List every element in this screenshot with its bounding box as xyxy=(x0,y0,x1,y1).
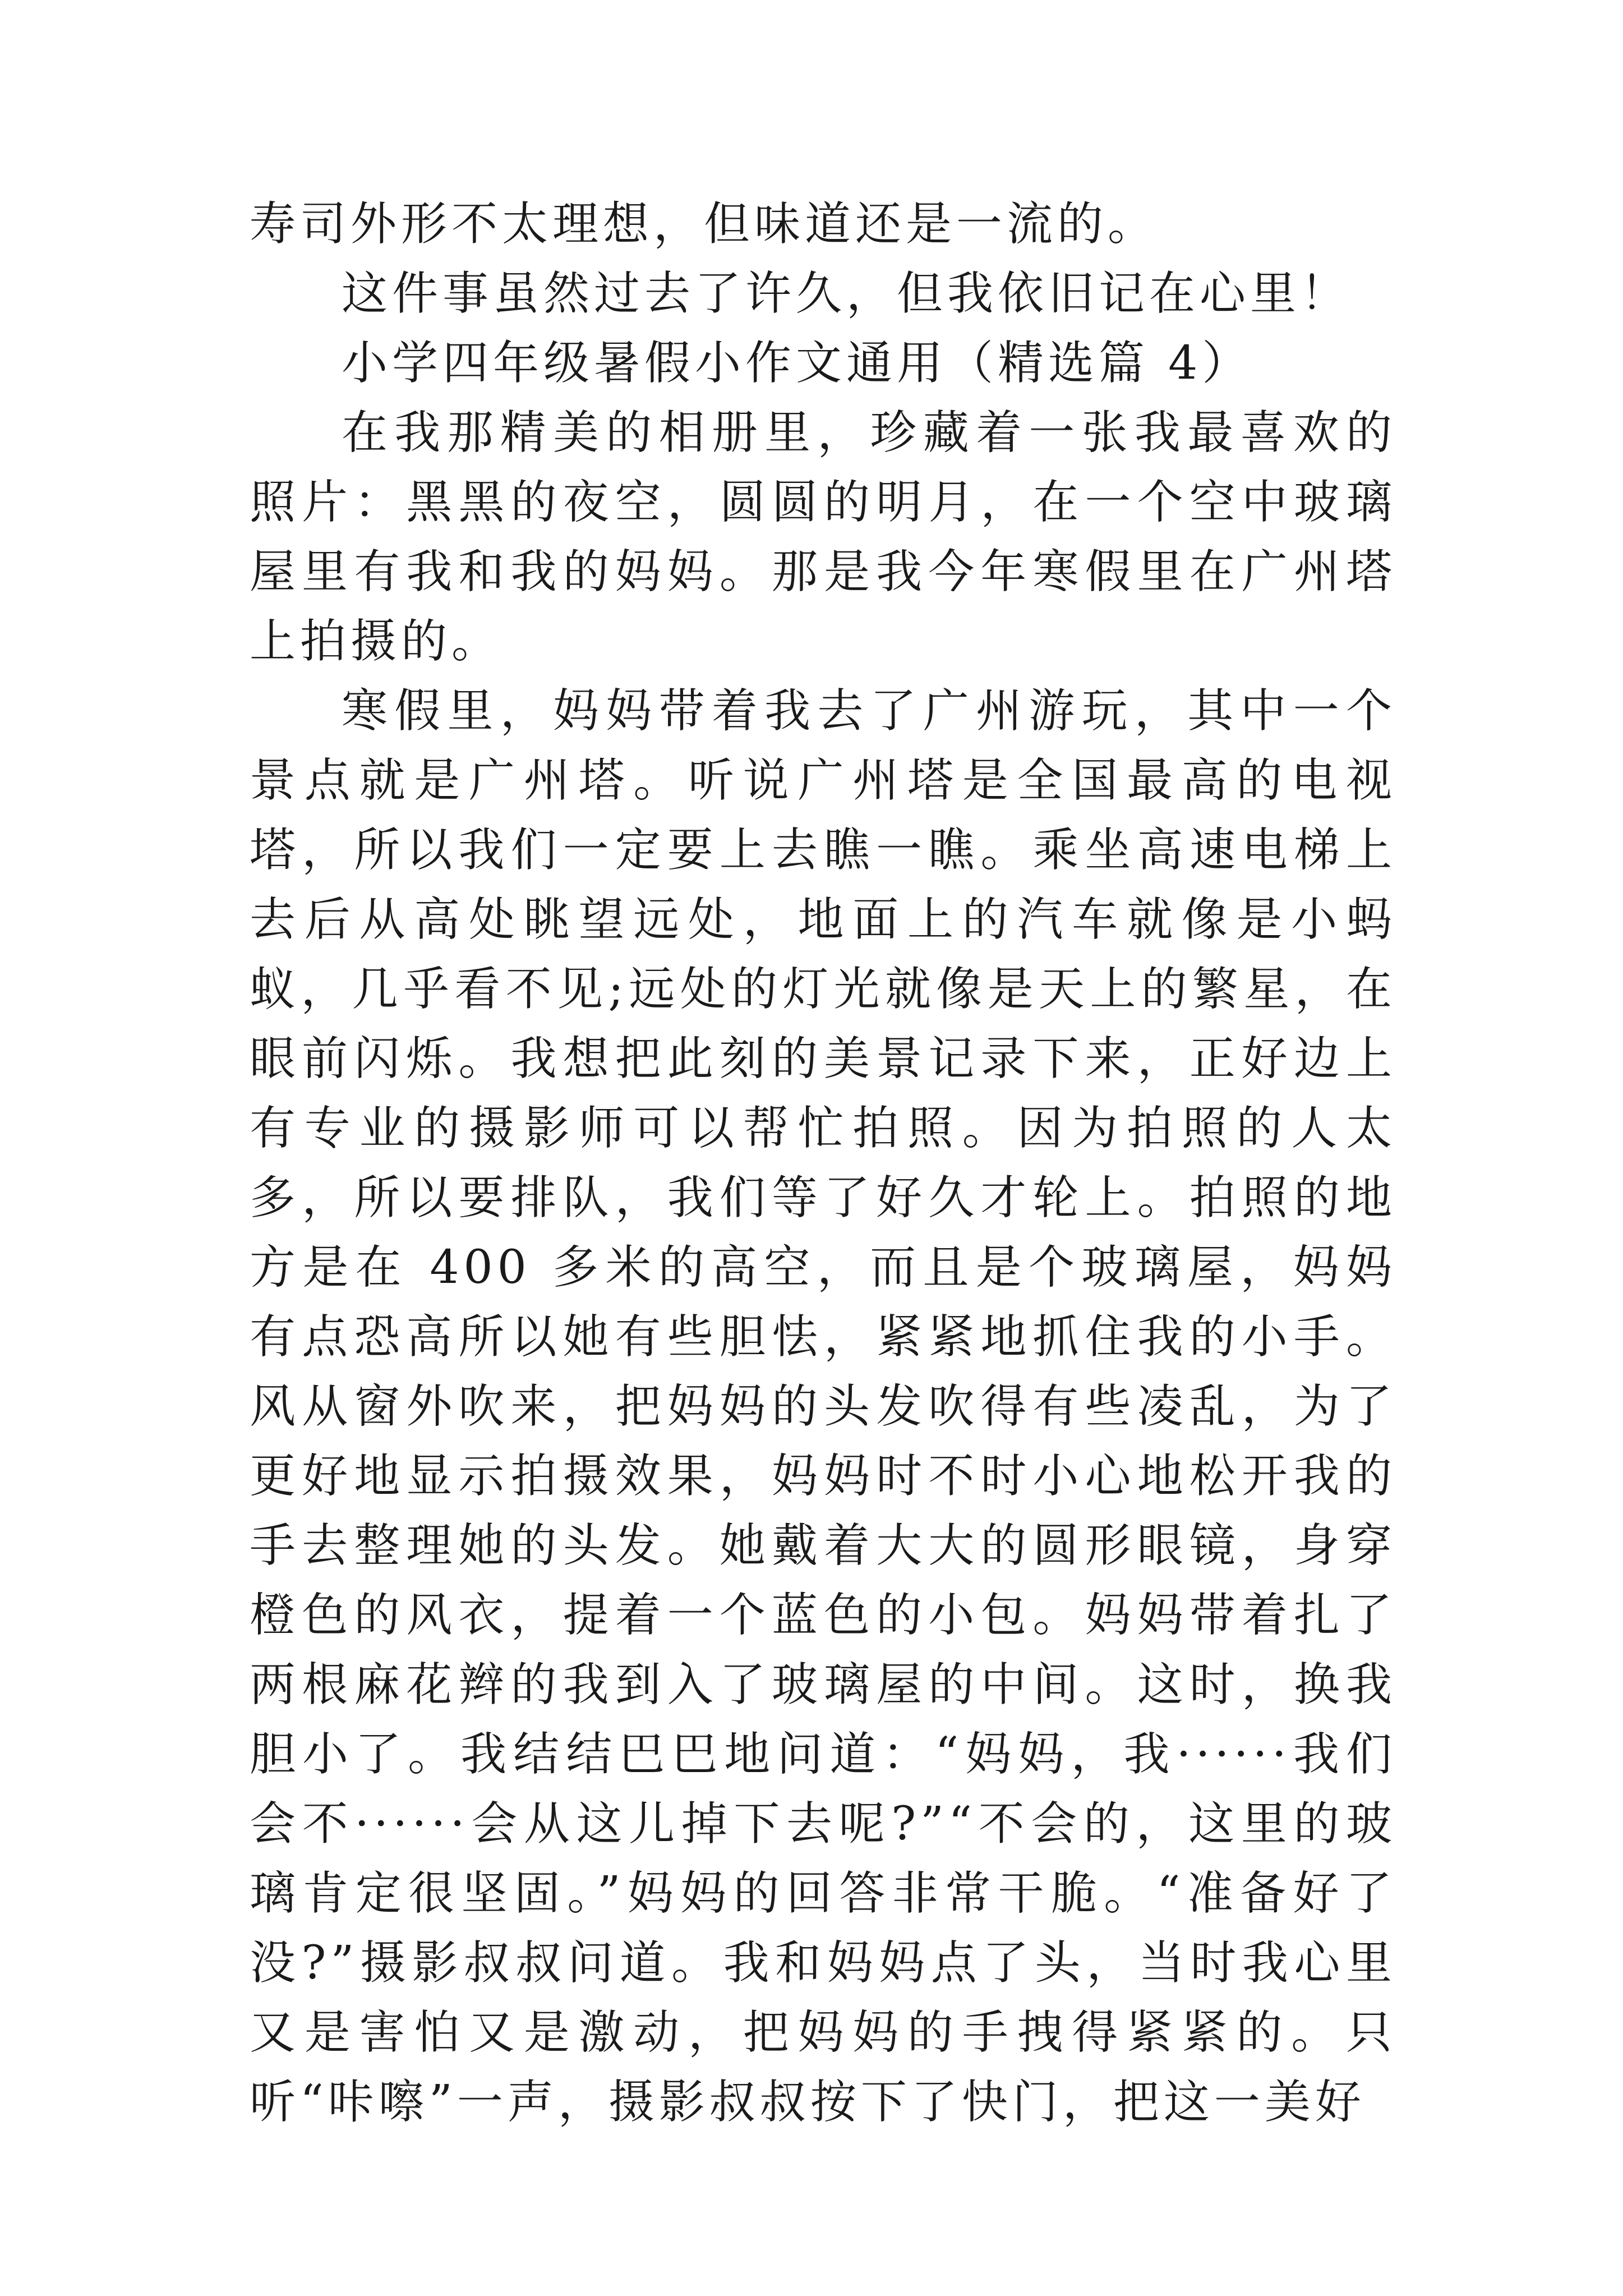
paragraph-intro: 在我那精美的相册里，珍藏着一张我最喜欢的照片：黑黑的夜空，圆圆的明月，在一个空中玻璃屋里有我和我的妈妈。那是我今年寒假里在广州塔上拍摄的。 xyxy=(250,406,1396,668)
paragraph-continuation: 寿司外形不太理想，但味道还是一流的。 xyxy=(250,197,1159,251)
document-body xyxy=(250,190,1396,2137)
paragraph-closing: 这件事虽然过去了许久，但我依旧记在心里！ xyxy=(342,267,1352,320)
section-heading: 小学四年级暑假小作文通用（精选篇 4） xyxy=(342,337,1253,390)
paragraph-body: 寒假里，妈妈带着我去了广州游玩，其中一个景点就是广州塔。听说广州塔是全国最高的电视塔，所以我们一定要上去瞧一瞧。乘坐高速电梯上去后从高处眺望远处，地面上的汽车就像是小蚂蚁，几乎看不见;远处的灯光就像是天上的繁星，在眼前闪烁。我想把此刻的美景记录下来，正好边上有专业的摄影师可以帮忙拍照。因为拍照的人太多，所以要排队，我们等了好久才轮上。拍照的地方是在 400 多米的高空，而且是个玻璃屋，妈妈有点恐高所以她有些胆怯，紧紧地抓住我的小手。风从窗外吹来，把妈妈的头发吹得有些凌乱，为了更好地显示拍摄效果，妈妈时不时小心地松开我的手去整理她的头发。她戴着大大的圆形眼镜，身穿橙色的风衣，提着一个蓝色的小包。妈妈带着扎了两根麻花辫的我到入了玻璃屋的中间。这时，换我胆小了。我结结巴巴地问道：“妈妈，我······我们会不······会从这儿掉下去呢?”“不会的，这里的玻璃肯定很坚固。”妈妈的回答非常干脆。“准备好了没?”摄影叔叔问道。我和妈妈点了头，当时我心里又是害怕又是激动，把妈妈的手拽得紧紧的。只听“咔嚓”一声，摄影叔叔按下了快门，把这一美好 xyxy=(250,684,1396,2129)
